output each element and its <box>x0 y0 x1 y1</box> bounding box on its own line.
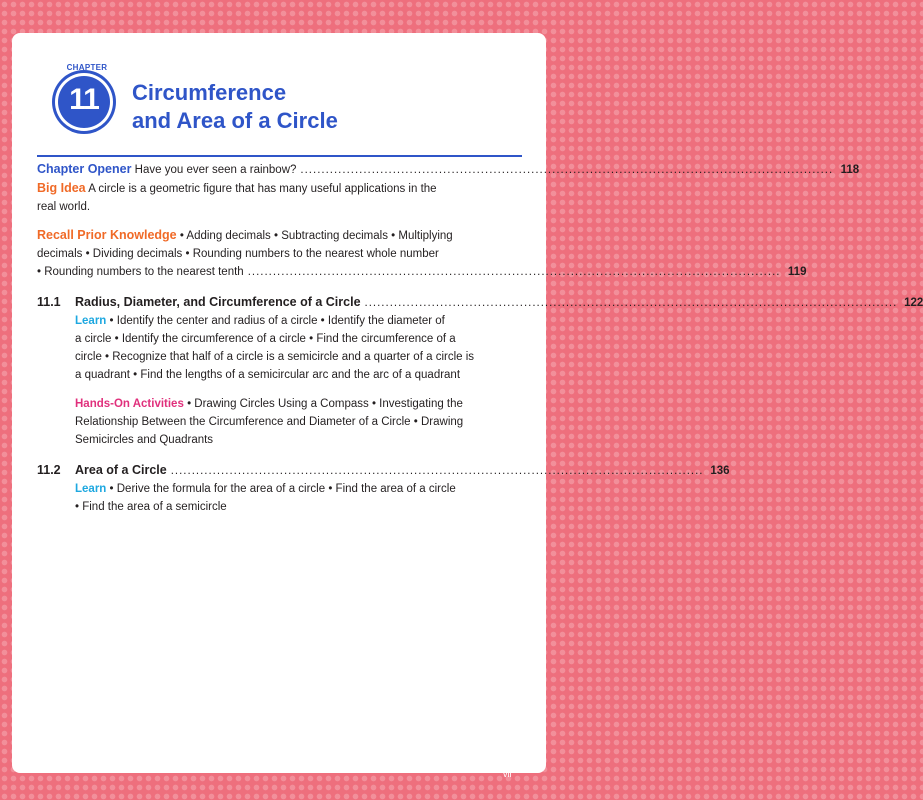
learn-label: Learn <box>75 315 107 327</box>
book-page <box>12 33 923 773</box>
learn-label: Learn <box>75 483 107 495</box>
learn-line2: • Find the area of a semicircle <box>75 501 227 513</box>
chapter-number-circle <box>58 76 110 128</box>
section-title: Area of a Circle <box>75 463 167 477</box>
hands-on-line1: • Drawing Circles Using a Compass • Investigating the <box>187 398 463 410</box>
big-idea-label: Big Idea <box>37 181 86 195</box>
big-idea-entry <box>37 179 522 216</box>
chapter-title-line1: Circumference <box>132 80 287 105</box>
chapter-title <box>132 79 338 135</box>
chapter-opener-entry <box>37 160 860 179</box>
chapter-opener-text: Have you ever seen a rainbow? <box>134 164 297 176</box>
learn-line2: a circle • Identify the circumference of a circle • Find the circumference of a <box>75 333 456 345</box>
chapter-badge <box>56 63 118 135</box>
section-number: 11.1 <box>37 295 61 309</box>
hands-on-line3: Semicircles and Quadrants <box>75 434 214 446</box>
learn-line1: • Derive the formula for the area of a circle • Find the area of a circle <box>109 483 456 495</box>
big-idea-text-line2: real world. <box>37 201 91 213</box>
dot-leader: ............................................................................................................................... <box>300 164 834 176</box>
dot-leader: ............................................................................................................................... <box>170 465 704 477</box>
section-page: 136 <box>710 465 730 477</box>
big-idea-text-line1: A circle is a geometric figure that has many useful applications in the <box>88 183 437 195</box>
recall-page: 119 <box>787 266 807 278</box>
recall-line3: • Rounding numbers to the nearest tenth <box>37 266 244 278</box>
learn-line3: circle • Recognize that half of a circle is a semicircle and a quarter of a circle is <box>75 351 475 363</box>
title-divider <box>37 155 522 157</box>
page-number: vii <box>503 769 512 779</box>
hands-on-line2: Relationship Between the Circumference and Diameter of a Circle • Drawing <box>75 416 464 428</box>
section-11-2-entry <box>37 461 730 516</box>
recall-line1: • Adding decimals • Subtracting decimals • Multiplying <box>179 230 453 242</box>
chapter-opener-label: Chapter Opener <box>37 162 132 176</box>
chapter-label: CHAPTER <box>66 63 108 72</box>
recall-prior-knowledge-entry <box>37 226 807 281</box>
dot-leader: ............................................................................................................................... <box>247 266 781 278</box>
section-11-1-entry <box>37 293 923 449</box>
learn-line4: a quadrant • Find the lengths of a semicircular arc and the arc of a quadrant <box>75 369 461 381</box>
section-number: 11.2 <box>37 463 61 477</box>
recall-line2: decimals • Dividing decimals • Rounding numbers to the nearest whole number <box>37 248 439 260</box>
chapter-number: 11 <box>69 83 99 116</box>
chapter-title-line2: and Area of a Circle <box>132 108 338 133</box>
table-of-contents <box>37 160 923 516</box>
hands-on-label: Hands-On Activities <box>75 398 184 410</box>
section-page: 122 <box>904 297 923 309</box>
learn-line1: • Identify the center and radius of a circle • Identify the diameter of <box>109 315 445 327</box>
dot-leader: ............................................................................................................................... <box>364 297 898 309</box>
chapter-opener-page: 118 <box>840 164 860 176</box>
recall-label: Recall Prior Knowledge <box>37 228 177 242</box>
section-title: Radius, Diameter, and Circumference of a Circle <box>75 295 361 309</box>
